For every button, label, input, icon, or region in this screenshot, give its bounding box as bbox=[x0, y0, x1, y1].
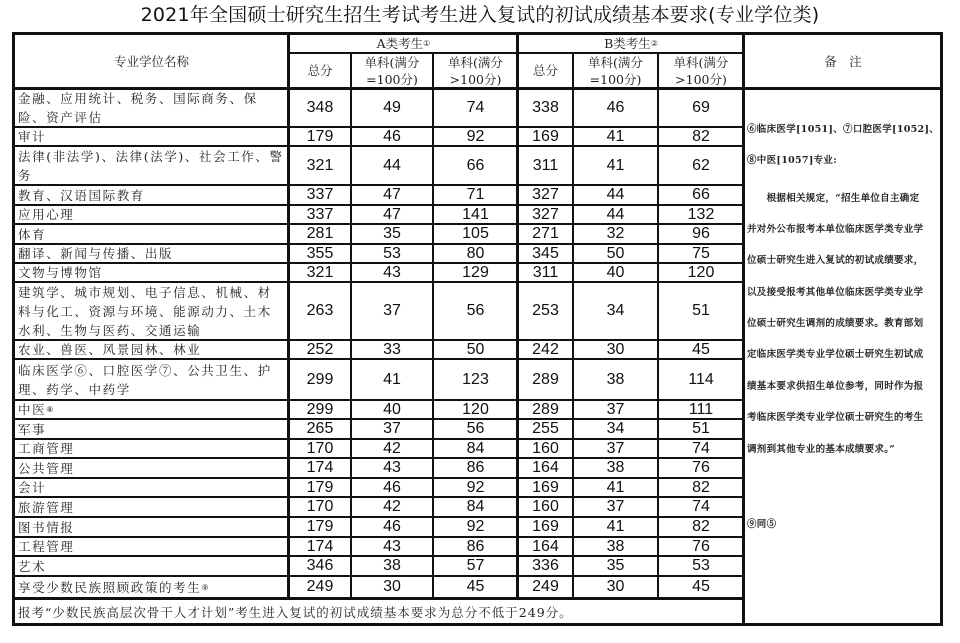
score-cell-b-s100: 30 bbox=[606, 578, 625, 595]
remarks-note-9: ⑨同⑤ bbox=[747, 519, 777, 530]
score-cell-a-total: 252 bbox=[306, 340, 334, 358]
score-cell-b-s100: 37 bbox=[606, 439, 625, 457]
score-cell-a-sgt100: 123 bbox=[462, 370, 489, 388]
score-cell-b-sgt100: 76 bbox=[692, 459, 710, 476]
major-name: 农业、兽医、风景园林、林业 bbox=[18, 342, 202, 357]
score-cell-a-total: 174 bbox=[306, 537, 334, 555]
major-name: 教育、汉语国际教育 bbox=[18, 187, 145, 203]
header-group-a-label: A类考生 bbox=[376, 36, 424, 51]
footnote-1-marker: ① bbox=[423, 39, 431, 48]
grid-line bbox=[12, 126, 743, 128]
major-name-cell bbox=[15, 576, 288, 598]
score-cell-a-total: 249 bbox=[306, 578, 334, 595]
score-cell-b-total: 169 bbox=[532, 127, 559, 145]
major-name-cell bbox=[15, 244, 288, 263]
score-cell-a-total: 174 bbox=[306, 459, 334, 476]
score-cell-b-s100: 37 bbox=[606, 498, 625, 515]
score-cell-b-s100: 41 bbox=[606, 156, 625, 174]
score-cell-b-sgt100: 51 bbox=[692, 302, 710, 319]
header-b-single-gt100 bbox=[659, 53, 743, 88]
major-name-cell bbox=[15, 478, 288, 497]
score-cell-a-sgt100: 92 bbox=[466, 478, 485, 496]
grid-line bbox=[432, 52, 434, 598]
grid-line bbox=[12, 145, 743, 147]
score-cell-b-s100: 37 bbox=[606, 400, 625, 418]
major-name-cell bbox=[15, 439, 288, 458]
score-cell-a-total: 179 bbox=[306, 478, 334, 496]
score-cell-b-total: 289 bbox=[532, 400, 559, 418]
major-name-cell bbox=[15, 127, 288, 146]
grid-line bbox=[12, 339, 743, 341]
score-cell-b-s100: 34 bbox=[606, 302, 625, 319]
score-cell-b-s100: 41 bbox=[606, 478, 625, 496]
major-name: 工程管理 bbox=[18, 539, 75, 554]
score-cell-b-s100: 44 bbox=[606, 205, 625, 223]
page-title: 2021年全国硕士研究生招生考试考生进入复试的初试成绩基本要求(专业学位类) bbox=[140, 4, 820, 26]
header-line: =100分) bbox=[589, 71, 642, 87]
major-name: 军事 bbox=[18, 421, 47, 437]
grid-line bbox=[657, 52, 659, 598]
score-cell-a-s100: 37 bbox=[383, 302, 401, 319]
score-cell-b-sgt100: 69 bbox=[692, 98, 710, 116]
score-cell-a-s100: 42 bbox=[383, 498, 401, 515]
score-cell-a-s100: 43 bbox=[383, 537, 401, 555]
grid-line bbox=[12, 418, 743, 420]
score-cell-b-total: 249 bbox=[532, 578, 559, 595]
score-cell-a-s100: 46 bbox=[383, 478, 401, 496]
score-cell-a-sgt100: 92 bbox=[466, 518, 485, 535]
major-name: 艺术 bbox=[18, 558, 47, 574]
header-line: 单科(满分 bbox=[364, 54, 420, 70]
header-remarks: 备 注 bbox=[824, 54, 862, 69]
grid-line bbox=[350, 52, 352, 598]
grid-line bbox=[12, 399, 743, 401]
major-name: 金融、应用统计、税务、国际商务、保险、资产评估 bbox=[18, 90, 258, 125]
score-cell-b-total: 253 bbox=[532, 302, 559, 319]
score-cell-a-total: 179 bbox=[306, 518, 334, 535]
grid-line bbox=[12, 358, 743, 360]
score-cell-b-sgt100: 62 bbox=[692, 156, 710, 174]
score-cell-b-sgt100: 132 bbox=[687, 205, 715, 223]
header-line: >100分) bbox=[675, 71, 727, 87]
major-name-cell bbox=[15, 146, 288, 185]
score-cell-a-s100: 46 bbox=[383, 518, 401, 535]
grid-line bbox=[12, 243, 743, 245]
header-a-single-gt100 bbox=[434, 53, 517, 88]
score-cell-b-sgt100: 120 bbox=[687, 263, 715, 281]
score-cell-b-total: 289 bbox=[532, 370, 559, 388]
remarks-line: ⑧中医[1057]专业: bbox=[747, 155, 838, 166]
header-a-total: 总分 bbox=[307, 63, 333, 78]
score-cell-a-s100: 33 bbox=[383, 340, 401, 358]
score-cell-a-sgt100: 56 bbox=[466, 302, 485, 319]
score-cell-b-s100: 30 bbox=[606, 340, 625, 358]
major-name: 审计 bbox=[18, 129, 47, 144]
major-name: 会计 bbox=[18, 480, 47, 495]
score-cell-b-sgt100: 96 bbox=[692, 225, 710, 242]
score-cell-b-s100: 35 bbox=[606, 557, 625, 574]
score-cell-b-total: 242 bbox=[532, 340, 559, 358]
header-line: 单科(满分 bbox=[673, 54, 729, 70]
score-cell-b-total: 164 bbox=[532, 459, 559, 476]
score-cell-b-sgt100: 82 bbox=[692, 518, 710, 535]
major-name-cell bbox=[15, 497, 288, 517]
score-cell-b-sgt100: 66 bbox=[692, 186, 710, 203]
remarks-line: 以及接受报考其他单位临床医学类专业学 bbox=[747, 287, 924, 298]
score-cell-a-sgt100: 84 bbox=[466, 439, 485, 457]
score-cell-a-s100: 44 bbox=[383, 156, 401, 174]
score-cell-b-s100: 41 bbox=[606, 518, 625, 535]
score-cell-b-total: 160 bbox=[532, 439, 559, 457]
score-cell-b-total: 311 bbox=[532, 263, 559, 281]
score-cell-a-sgt100: 86 bbox=[466, 537, 485, 555]
remarks-line: 调剂到其他专业的基本成绩要求。” bbox=[747, 444, 896, 455]
major-name-cell bbox=[15, 400, 288, 419]
score-cell-a-s100: 35 bbox=[383, 225, 401, 242]
score-cell-a-s100: 38 bbox=[383, 557, 401, 574]
grid-line bbox=[12, 262, 743, 264]
score-cell-a-total: 321 bbox=[306, 263, 334, 281]
major-name: 翻译、新闻与传播、出版 bbox=[18, 246, 174, 261]
score-cell-b-total: 169 bbox=[532, 478, 559, 496]
score-cell-b-s100: 41 bbox=[606, 127, 625, 145]
grid-line bbox=[12, 496, 743, 498]
score-cell-a-total: 299 bbox=[306, 400, 334, 418]
header-line: 单科(满分 bbox=[588, 54, 643, 70]
score-cell-a-s100: 37 bbox=[383, 420, 401, 437]
score-cell-b-s100: 50 bbox=[606, 244, 625, 262]
score-cell-b-s100: 44 bbox=[606, 186, 625, 203]
score-cell-a-total: 265 bbox=[306, 420, 334, 437]
score-cell-b-sgt100: 111 bbox=[688, 400, 714, 418]
header-major-name: 专业学位名称 bbox=[113, 54, 189, 69]
footer-note: 报考“少数民族高层次骨干人才计划”考生进入复试的初试成绩基本要求为总分不低于249分。 bbox=[18, 605, 573, 620]
score-cell-b-total: 271 bbox=[532, 225, 559, 242]
major-name-cell bbox=[15, 88, 288, 127]
score-cell-a-s100: 43 bbox=[383, 459, 401, 476]
score-cell-a-total: 170 bbox=[306, 439, 334, 457]
header-group-b-label: B类考生 bbox=[604, 36, 651, 51]
grid-line bbox=[12, 575, 743, 577]
score-cell-a-s100: 30 bbox=[383, 578, 401, 595]
score-cell-a-sgt100: 105 bbox=[462, 225, 489, 242]
score-cell-b-sgt100: 82 bbox=[692, 478, 710, 496]
major-name: 图书情报 bbox=[18, 519, 75, 535]
major-name-cell bbox=[15, 340, 288, 359]
score-cell-b-sgt100: 75 bbox=[692, 244, 710, 262]
score-cell-a-total: 170 bbox=[306, 498, 334, 515]
header-line: 单科(满分 bbox=[448, 54, 503, 70]
score-cell-b-sgt100: 51 bbox=[692, 420, 710, 437]
remarks-line: ⑥临床医学[1051]、⑦口腔医学[1052]、 bbox=[747, 124, 940, 135]
score-cell-b-total: 169 bbox=[532, 518, 559, 535]
grid-line bbox=[12, 204, 743, 206]
major-name: 中医 bbox=[18, 402, 47, 417]
score-cell-a-sgt100: 129 bbox=[462, 263, 489, 281]
grid-line bbox=[12, 223, 743, 225]
score-cell-a-sgt100: 74 bbox=[466, 98, 485, 116]
grid-line bbox=[287, 32, 290, 598]
score-cell-b-sgt100: 53 bbox=[692, 557, 710, 574]
grid-line bbox=[12, 184, 743, 186]
score-cell-a-total: 299 bbox=[306, 370, 334, 388]
major-name-cell bbox=[15, 224, 288, 244]
score-cell-b-sgt100: 74 bbox=[692, 498, 710, 515]
score-cell-a-s100: 41 bbox=[383, 370, 401, 388]
score-cell-b-total: 327 bbox=[532, 205, 559, 223]
header-group-a bbox=[290, 35, 517, 52]
score-cell-a-s100: 43 bbox=[383, 263, 401, 281]
footnote-2-marker: ② bbox=[650, 39, 658, 48]
score-cell-b-total: 255 bbox=[532, 420, 559, 437]
grid-line bbox=[12, 536, 743, 538]
major-name-cell bbox=[15, 205, 288, 224]
grid-line bbox=[12, 457, 743, 459]
remarks-line: 绩基本要求供招生单位参考，同时作为报 bbox=[747, 381, 924, 392]
score-cell-b-sgt100: 82 bbox=[692, 127, 710, 145]
score-cell-a-sgt100: 57 bbox=[466, 557, 485, 574]
score-cell-a-sgt100: 80 bbox=[466, 244, 485, 262]
score-cell-a-sgt100: 56 bbox=[466, 420, 485, 437]
score-cell-b-sgt100: 45 bbox=[692, 578, 710, 595]
score-cell-a-s100: 49 bbox=[383, 98, 401, 116]
major-name: 享受少数民族照顾政策的考生 bbox=[18, 579, 202, 595]
score-cell-a-sgt100: 71 bbox=[466, 186, 485, 203]
grid-line bbox=[12, 281, 743, 283]
major-name: 工商管理 bbox=[18, 441, 75, 456]
score-cell-a-sgt100: 50 bbox=[466, 340, 485, 358]
score-cell-a-sgt100: 66 bbox=[466, 156, 485, 174]
remarks-line: 考临床医学类专业学位硕士研究生的考生 bbox=[747, 412, 924, 423]
score-cell-b-total: 164 bbox=[532, 537, 559, 555]
score-cell-b-sgt100: 45 bbox=[692, 340, 710, 358]
grid-line bbox=[12, 87, 943, 90]
remarks-line: 位硕士研究生进入复试的初试成绩要求， bbox=[747, 255, 924, 266]
major-name-cell bbox=[15, 282, 288, 340]
remarks-line: 并对外公布报考本单位临床医学类专业学 bbox=[747, 224, 924, 235]
major-name: 旅游管理 bbox=[18, 499, 75, 515]
major-name: 建筑学、城市规划、电子信息、机械、材料与化工、资源与环境、能源动力、土木水利、生物与医药、交通运输 bbox=[18, 284, 272, 338]
score-cell-b-total: 160 bbox=[532, 498, 559, 515]
major-name: 体育 bbox=[18, 226, 47, 242]
remarks-line: 位硕士研究生调剂的成绩要求。教育部划 bbox=[747, 318, 924, 329]
grid-line bbox=[572, 52, 574, 598]
score-cell-a-s100: 40 bbox=[383, 400, 401, 418]
major-name: 文物与博物馆 bbox=[18, 265, 103, 280]
header-a-single-100 bbox=[352, 53, 432, 88]
score-cell-a-sgt100: 141 bbox=[462, 205, 489, 223]
major-name-cell bbox=[15, 263, 288, 282]
grid-line bbox=[12, 516, 743, 518]
score-cell-a-total: 337 bbox=[306, 205, 334, 223]
header-group-b bbox=[519, 35, 743, 52]
grid-line bbox=[516, 32, 519, 598]
major-name-cell bbox=[15, 556, 288, 576]
grid-line bbox=[12, 555, 743, 557]
header-line: =100分) bbox=[366, 71, 418, 87]
score-cell-b-s100: 40 bbox=[606, 263, 625, 281]
score-cell-b-s100: 46 bbox=[606, 98, 625, 116]
major-name: 临床医学⑥、口腔医学⑦、公共卫生、护理、药学、中药学 bbox=[18, 362, 272, 397]
score-cell-b-s100: 34 bbox=[606, 420, 625, 437]
major-name-cell bbox=[15, 419, 288, 439]
score-cell-b-s100: 32 bbox=[606, 225, 625, 242]
score-cell-a-total: 346 bbox=[306, 557, 334, 574]
major-name: 公共管理 bbox=[18, 460, 75, 476]
score-cell-a-sgt100: 86 bbox=[466, 459, 485, 476]
grid-line bbox=[12, 438, 743, 440]
score-cell-b-total: 345 bbox=[532, 244, 559, 262]
major-name-cell bbox=[15, 458, 288, 478]
score-cell-a-s100: 42 bbox=[383, 439, 401, 457]
score-cell-a-total: 355 bbox=[306, 244, 334, 262]
grid-line bbox=[742, 32, 745, 626]
header-b-total: 总分 bbox=[532, 63, 558, 78]
score-cell-a-total: 281 bbox=[306, 225, 334, 242]
footnote-marker: ⑨ bbox=[201, 582, 211, 592]
remarks-cell bbox=[743, 88, 943, 626]
score-cell-b-sgt100: 76 bbox=[692, 537, 710, 555]
score-cell-b-sgt100: 114 bbox=[688, 370, 714, 388]
score-cell-a-sgt100: 84 bbox=[466, 498, 485, 515]
grid-line bbox=[12, 597, 743, 600]
header-b-single-100 bbox=[574, 53, 657, 88]
major-name-cell bbox=[15, 359, 288, 400]
score-cell-a-s100: 47 bbox=[383, 186, 401, 203]
score-cell-a-s100: 46 bbox=[383, 127, 401, 145]
score-cell-b-total: 336 bbox=[532, 557, 559, 574]
major-name: 法律(非法学)、法律(法学)、社会工作、警务 bbox=[18, 148, 284, 183]
score-cell-a-total: 337 bbox=[306, 186, 334, 203]
grid-line bbox=[12, 477, 743, 479]
score-cell-a-sgt100: 45 bbox=[466, 578, 485, 595]
score-cell-b-s100: 38 bbox=[606, 459, 625, 476]
major-name-cell bbox=[15, 185, 288, 205]
header-line: >100分) bbox=[449, 71, 502, 87]
remarks-line: 定临床医学类专业学位硕士研究生初试成 bbox=[747, 349, 924, 360]
score-cell-b-total: 338 bbox=[532, 98, 559, 116]
remarks-line: 根据相关规定，“招生单位自主确定 bbox=[747, 193, 920, 204]
score-cell-b-total: 311 bbox=[532, 156, 559, 174]
score-cell-b-sgt100: 74 bbox=[692, 439, 710, 457]
score-cell-a-total: 263 bbox=[306, 302, 334, 319]
major-name: 应用心理 bbox=[18, 207, 75, 222]
score-cell-b-s100: 38 bbox=[606, 537, 625, 555]
score-cell-a-total: 179 bbox=[306, 127, 334, 145]
score-cell-b-s100: 38 bbox=[606, 370, 625, 388]
score-cell-a-total: 348 bbox=[306, 98, 334, 116]
score-cell-b-total: 327 bbox=[532, 186, 559, 203]
major-name-cell bbox=[15, 537, 288, 556]
score-cell-a-total: 321 bbox=[306, 156, 334, 174]
score-cell-a-sgt100: 120 bbox=[462, 400, 489, 418]
footnote-marker: ⑧ bbox=[46, 405, 55, 414]
score-cell-a-s100: 53 bbox=[383, 244, 401, 262]
score-cell-a-s100: 47 bbox=[383, 205, 401, 223]
score-cell-a-sgt100: 92 bbox=[466, 127, 485, 145]
major-name-cell bbox=[15, 517, 288, 537]
